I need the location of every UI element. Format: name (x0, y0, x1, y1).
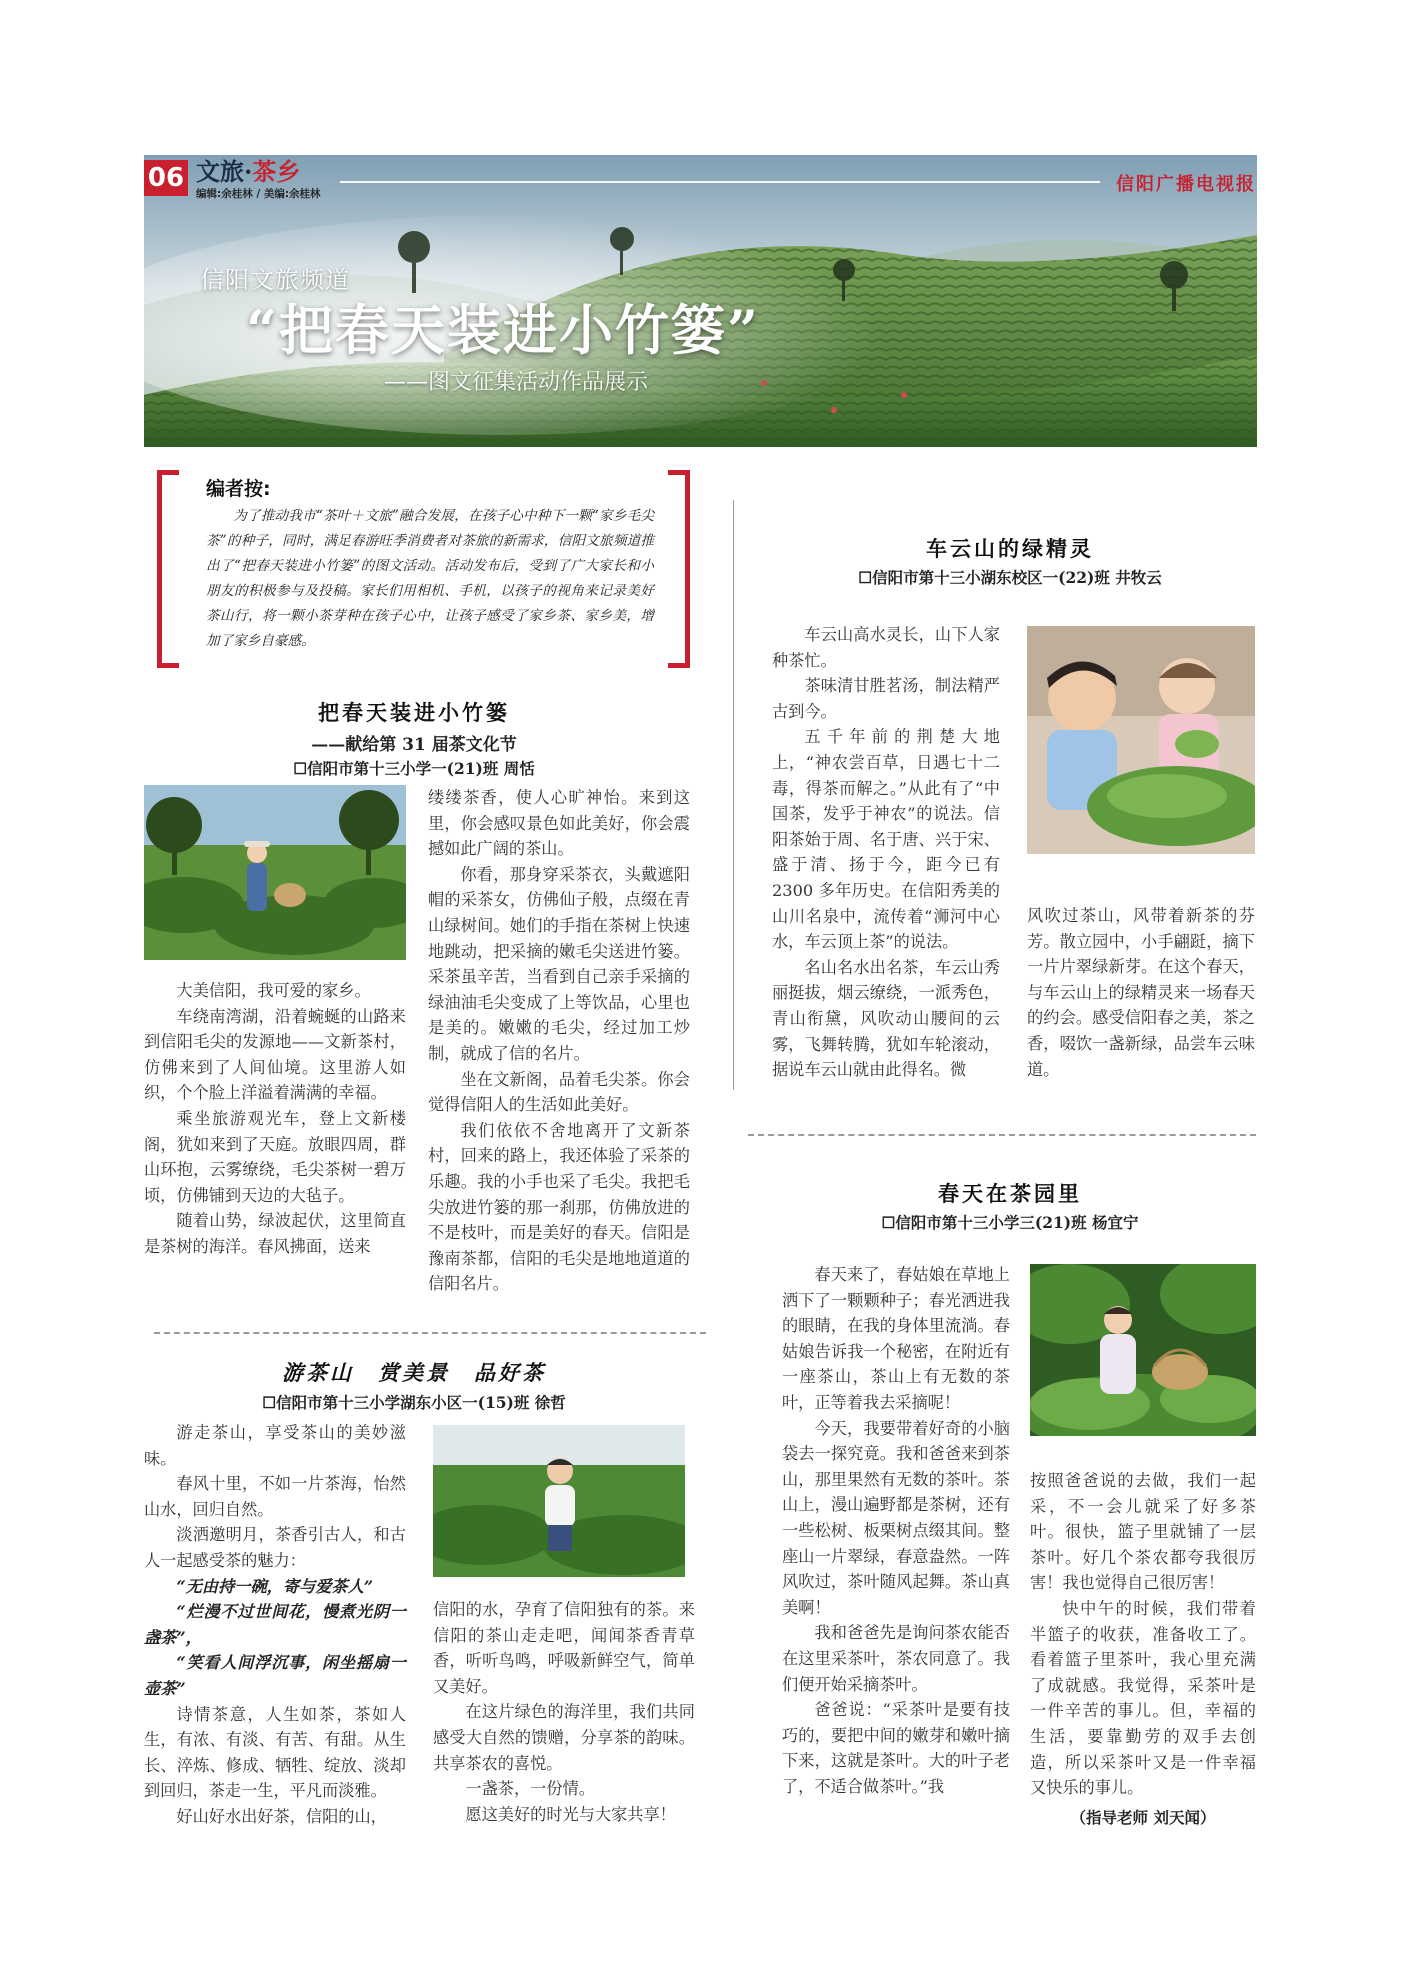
article4-column-1 (782, 1262, 1010, 1799)
article2-column-2 (433, 1597, 695, 1827)
article1-paragraph: 大美信阳，我可爱的家乡。 (176, 981, 371, 1000)
article2-column-1 (144, 1420, 406, 1830)
article2-paragraph: 诗情茶意，人生如茶，茶如人生，有浓、有淡、有苦、有甜。从生长、淬炼、修成、牺牲、绽放、淡却到回归，茶走一生，平凡而淡雅。 (144, 1704, 406, 1801)
subheadline: ——图文征集活动作品展示 (384, 370, 649, 395)
article4-byline: ☐信阳市第十三小学三(21)班 杨宜宁 (881, 1213, 1139, 1232)
publication-name: 信阳广播电视报 (1116, 174, 1256, 195)
article2-title: 游茶山 赏美景 品好茶 (282, 1360, 546, 1385)
page-number-badge (144, 160, 188, 196)
editor-note-text: 为了推动我市“茶叶＋文旅”融合发展，在孩子心中种下一颗“家乡毛尖茶”的种子，同时，满足春游旺季消费者对茶旅的新需求，信阳文旅频道推出了“把春天装进小竹篓”的图文活动。活动发布后，受到了广大家长和小朋友的积极参与及投稿。家长们用相机、手机，以孩子的视角来记录美好茶山行，将一颗小茶芽种在孩子心中，让孩子感受了家乡茶、家乡美，增加了家乡自豪感。 (206, 508, 654, 649)
page-number: 06 (147, 163, 185, 193)
article1-paragraph: 车绕南湾湖，沿着蜿蜒的山路来到信阳毛尖的发源地——文新茶村，仿佛来到了人间仙境。这里游人如织，个个脸上洋溢着满满的幸福。 (144, 1006, 406, 1103)
article-separator (154, 1332, 706, 1334)
article1-subtitle: ——献给第 31 届茶文化节 (311, 735, 517, 755)
article2-paragraph: 春风十里，不如一片茶海，怡然山水，回归自然。 (144, 1474, 406, 1519)
editors-credit: 编辑:余桂林 / 美编:余桂林 (196, 188, 321, 200)
channel-name: 信阳文旅频道 (200, 266, 350, 294)
column-divider (733, 500, 734, 1090)
article1-column-1 (144, 978, 406, 1260)
article3-byline: ☐信阳市第十三小湖东校区一(22)班 井牧云 (858, 568, 1162, 587)
article2-quote: “无由持一碗，寄与爱茶人” (176, 1576, 374, 1596)
article2-byline: ☐信阳市第十三小学湖东小区一(15)班 徐哲 (262, 1393, 566, 1412)
article3-paragraph: 名山名水出名茶，车云山秀丽挺拔，烟云缭绕，一派秀色，青山衔黛，风吹动山腰间的云雾，飞舞转腾，犹如车轮滚动，据说车云山就由此得名。微 (772, 957, 1000, 1080)
article1-paragraph: 我们依依不舍地离开了文新茶村，回来的路上，我还体验了采茶的乐趣。我的小手也采了毛尖。我把毛尖放进竹篓的那一刹那，仿佛放进的不是枝叶，而是美好的春天。信阳是豫南茶都，信阳的毛尖是地地道道的信阳名片。 (428, 1120, 690, 1294)
article4-column-2 (1030, 1468, 1256, 1801)
article2-paragraph: 淡洒邀明月，茶香引古人，和古人一起感受茶的魅力： (144, 1525, 406, 1570)
article2-paragraph: 好山好水出好茶，信阳的山， (176, 1806, 387, 1826)
article1-photo (144, 785, 406, 960)
article1-paragraph: 坐在文新阁，品着毛尖茶。你会觉得信阳人的生活如此美好。 (428, 1069, 690, 1115)
article4-paragraph: 春天来了，春姑娘在草地上洒下了一颗颗种子；春光洒进我的眼睛，在我的身体里流淌。春姑娘告诉我一个秘密，在附近有一座茶山，茶山上有无数的茶叶，正等着我去采摘呢！ (782, 1265, 1010, 1412)
article3-paragraph: 五千年前的荆楚大地上，“神农尝百草，日遇七十二毒，得茶而解之。”从此有了“中国茶，发乎于神农”的说法。信阳茶始于周、名于唐、兴于宋、盛于清、扬于今，距今已有 2300 多年历史。在信阳秀美的山川名泉中，流传着“浉河中心水，车云顶上茶”的说法。 (772, 727, 1000, 952)
article3-column-2 (1027, 903, 1255, 1082)
article2-photo (433, 1425, 685, 1577)
article1-paragraph: 随着山势，绿波起伏，这里简直是茶树的海洋。春风拂面，送来 (144, 1211, 406, 1256)
article3-paragraph: 车云山高水灵长，山下人家种茶忙。 (772, 625, 1000, 670)
article2-paragraph: 游走茶山，享受茶山的美妙滋味。 (144, 1423, 406, 1468)
editor-note-bracket-left (157, 470, 179, 668)
children-sorting-tea-photo (1027, 626, 1255, 854)
article1-byline: ☐信阳市第十三小学一(21)班 周恬 (293, 759, 535, 778)
article3-photo (1027, 626, 1255, 854)
article2-quote: “烂漫不过世间花，慢煮光阴一盏茶”， (144, 1602, 406, 1647)
section-title-a: 文旅· (196, 157, 253, 186)
article4-paragraph: 快中午的时候，我们带着半篮子的收获，准备收工了。看着篮子里茶叶，我心里充满了成就感。我觉得，采茶叶是一件辛苦的事儿。但，幸福的生活，要靠勤劳的双手去创造，所以采茶叶又是一件幸福又快乐的事儿。 (1030, 1598, 1256, 1798)
article1-paragraph: 乘坐旅游观光车，登上文新楼阁，犹如来到了天庭。放眼四周，群山环抱，云雾缭绕，毛尖茶树一碧万顷，仿佛铺到天边的大毡子。 (144, 1108, 406, 1205)
article1-paragraph: 你看，那身穿采茶衣，头戴遮阳帽的采茶女，仿佛仙子般，点缀在青山绿树间。她们的手指在茶树上快速地跳动，把采摘的嫩毛尖送进竹篓。采茶虽辛苦，当看到自己亲手采摘的绿油油毛尖变成了上等饮品，心里也是美的。嫩嫩的毛尖，经过加工炒制，就成了信的名片。 (428, 864, 690, 1063)
girl-picking-tea-photo (144, 785, 406, 960)
article4-paragraph: 今天，我要带着好奇的小脑袋去一探究竟。我和爸爸来到茶山，那里果然有无数的茶叶。茶山上，漫山遍野都是茶树，还有一些松树、板栗树点缀其间。整座山一片翠绿，春意盎然。一阵风吹过，茶叶随风起舞。茶山真美啊！ (782, 1418, 1010, 1617)
article4-paragraph: 按照爸爸说的去做，我们一起采，不一会儿就采了好多茶叶。很快，篮子里就铺了一层茶叶。好几个茶农都夸我很厉害！我也觉得自己很厉害！ (1030, 1471, 1256, 1593)
section-title-b: 茶乡 (252, 157, 301, 186)
editor-note-heading: 编者按: (206, 478, 271, 500)
headline: “把春天装进小竹篓” (246, 298, 761, 362)
teacher-credit: （指导老师 刘天闻） (1070, 1808, 1216, 1827)
section-title (196, 152, 300, 187)
article2-paragraph: 在这片绿色的海洋里，我们共同感受大自然的馈赠，分享茶的韵味。共享茶农的喜悦。 (433, 1702, 695, 1773)
article2-quote: “笑看人间浮沉事，闲坐摇扇一壶茶” (144, 1653, 406, 1698)
article1-column-2 (428, 785, 690, 1297)
article3-title: 车云山的绿精灵 (926, 536, 1094, 561)
article3-paragraph: 茶味清甘胜茗汤，制法精严古到今。 (772, 676, 1000, 721)
editor-note-body (206, 504, 654, 654)
article3-column-1 (772, 622, 1000, 1083)
editor-note-bracket-right (668, 470, 690, 668)
article-separator (748, 1134, 1256, 1136)
article2-paragraph: 愿这美好的时光与大家共享！ (465, 1804, 676, 1824)
article4-paragraph: 我和爸爸先是询问茶农能否在这里采茶叶，茶农同意了。我们便开始采摘茶叶。 (782, 1623, 1010, 1694)
article4-title: 春天在茶园里 (938, 1181, 1082, 1206)
article1-paragraph: 缕缕茶香，使人心旷神怡。来到这里，你会感叹景色如此美好，你会震撼如此广阔的茶山。 (428, 788, 690, 859)
article3-paragraph: 风吹过茶山，风带着新茶的芬芳。散立园中，小手翩跹，摘下一片片翠绿新芽。在这个春天，与车云山上的绿精灵来一场春天的约会。感受信阳春之美，茶之香，啜饮一盏新绿，品尝车云味道。 (1027, 906, 1255, 1079)
boy-in-tea-field-photo (433, 1425, 685, 1577)
article1-title: 把春天装进小竹篓 (318, 700, 510, 725)
article4-photo (1030, 1264, 1256, 1436)
article2-paragraph: 一盏茶，一份情。 (465, 1779, 595, 1799)
article2-paragraph: 信阳的水，孕育了信阳独有的茶。来信阳的茶山走走吧，闻闻茶香青草香，听听鸟鸣，呼吸新鲜空气，简单又美好。 (433, 1600, 695, 1696)
girl-with-basket-photo (1030, 1264, 1256, 1436)
article4-paragraph: 爸爸说：“采茶叶是要有技巧的，要把中间的嫩芽和嫩叶摘下来，这就是茶叶。大的叶子老了，不适合做茶叶。”我 (782, 1700, 1010, 1796)
header-rule (340, 181, 1100, 183)
